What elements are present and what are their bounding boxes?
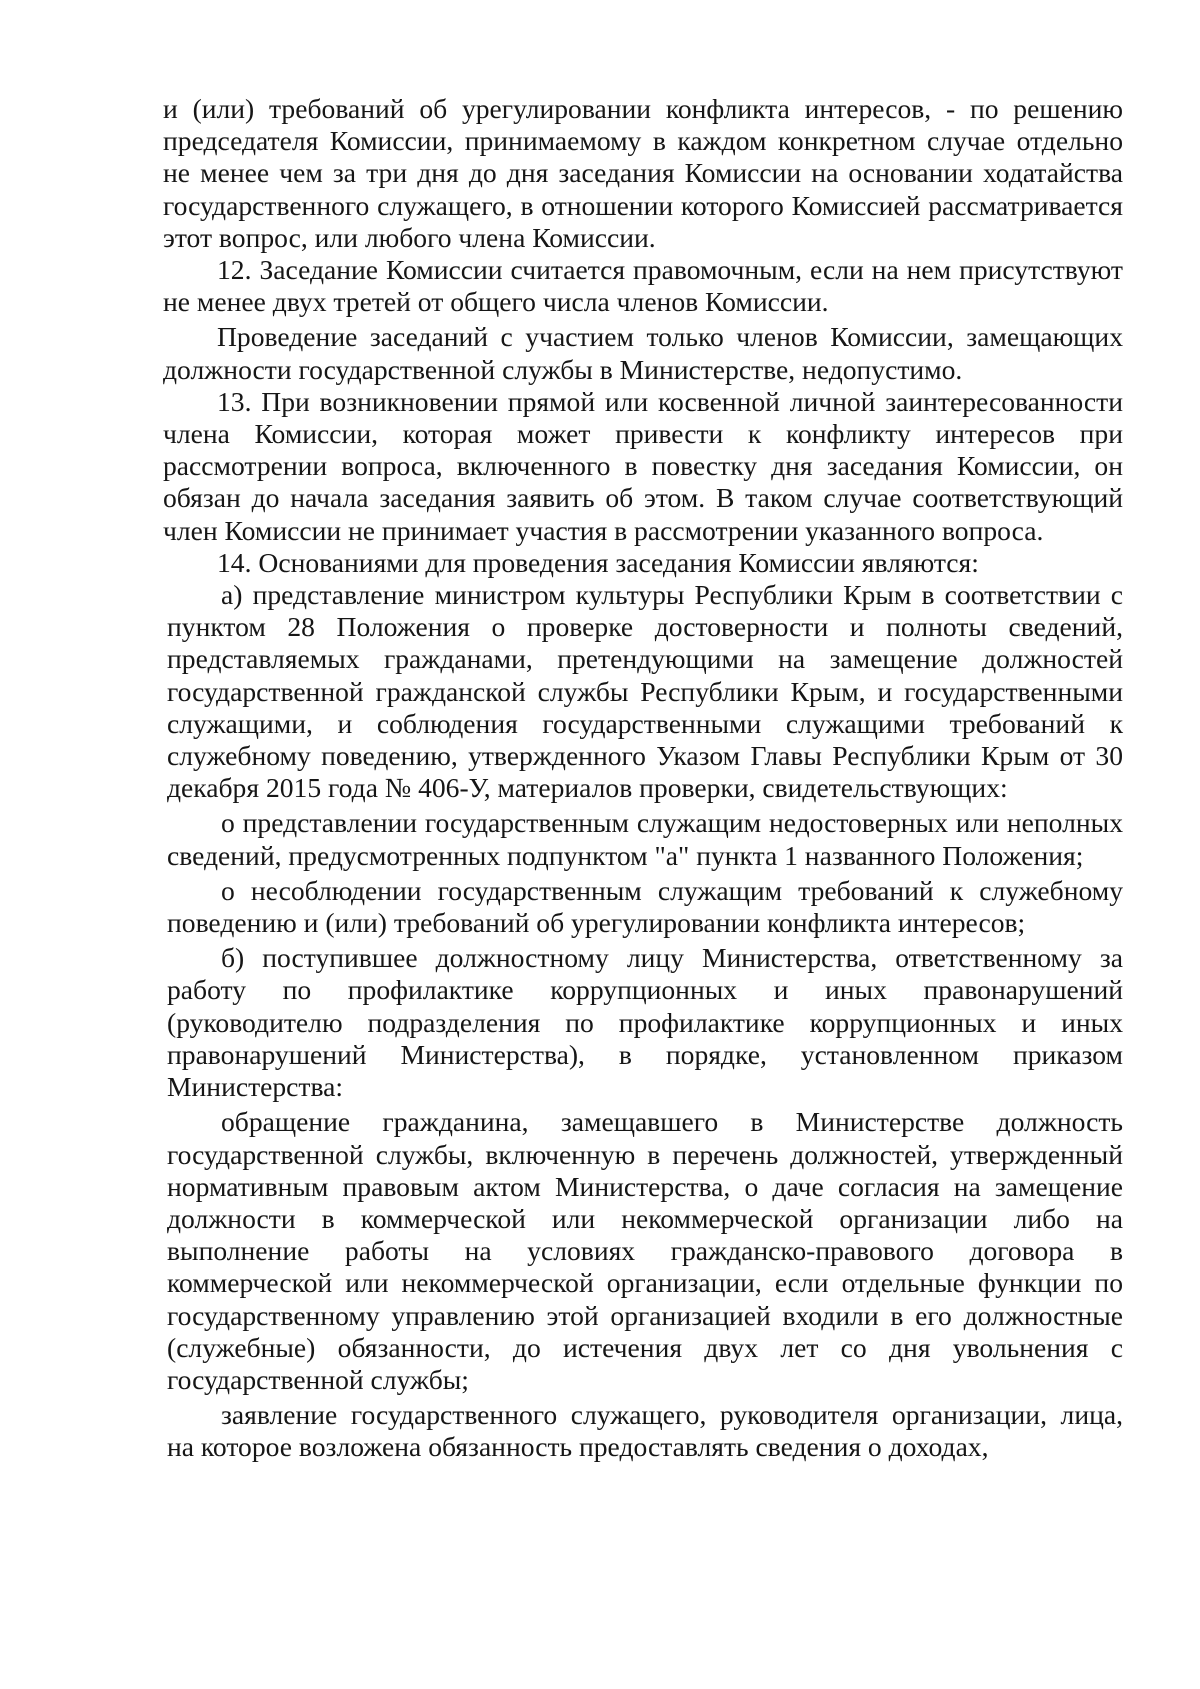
paragraph-subitem-b: б) поступившее должностному лицу Министерства, ответственному за работу по профилактике коррупционных и иных правонарушений (руководителю подразделения по профилактике коррупционных и иных правонарушений Министерства), в порядке, установленном приказом Министерства: [167, 942, 1123, 1103]
paragraph-meeting-restriction: Проведение заседаний с участием только членов Комиссии, замещающих должности государственной службы в Министерстве, недопустимо. [163, 321, 1123, 385]
paragraph-item-13: 13. При возникновении прямой или косвенной личной заинтересованности члена Комиссии, которая может привести к конфликту интересов при рассмотрении вопроса, включенного в повестку дня заседания Комиссии, он обязан до начала заседания заявить об этом. В таком случае соответствующий член Комиссии не принимает участия в рассмотрении указанного вопроса. [163, 385, 1123, 546]
paragraph-non-compliance: о несоблюдении государственным служащим требований к служебному поведению и (или) требований об урегулировании конфликта интересов; [167, 874, 1123, 939]
document-text-body [163, 93, 1123, 1464]
paragraph-unreliable-info: о представлении государственным служащим недостоверных или неполных сведений, предусмотренных подпунктом "а" пункта 1 названного Положения; [167, 807, 1123, 871]
paragraph-item-14: 14. Основаниями для проведения заседания Комиссии являются: [217, 546, 979, 578]
paragraph-citizen-appeal: обращение гражданина, замещавшего в Министерстве должность государственной службы, включенную в перечень должностей, утвержденный нормативным правовым актом Министерства, о даче согласия на замещение должности в коммерческой или некоммерческой организации либо на выполнение работы на условиях гражданско-правового договора в коммерческой или некоммерческой организации, если отдельные функции по государственному управлению этой организацией входили в его должностные (служебные) обязанности, до истечения двух лет со дня увольнения с государственной службы; [167, 1106, 1123, 1395]
paragraph-continuation: и (или) требований об урегулировании конфликта интересов, - по решению председателя Комиссии, принимаемому в каждом конкретном случае отдельно не менее чем за три дня до дня заседания Комиссии на основании ходатайства государственного служащего, в отношении которого Комиссией рассматривается этот вопрос, или любого члена Комиссии. [163, 93, 1123, 253]
paragraph-statement: заявление государственного служащего, руководителя организации, лица, на которое возложена обязанность предоставлять сведения о доходах, [167, 1399, 1123, 1463]
paragraph-subitem-a: а) представление министром культуры Республики Крым в соответствии с пунктом 28 Положения о проверке достоверности и полноты сведений, представляемых гражданами, претендующими на замещение должностей государственной гражданской службы Республики Крым, и государственными служащими, и соблюдения государственными служащими требований к служебному поведению, утвержденного Указом Главы Республики Крым от 30 декабря 2015 года № 406-У, материалов проверки, свидетельствующих: [167, 579, 1123, 804]
paragraph-item-12: 12. Заседание Комиссии считается правомочным, если на нем присутствуют не менее двух третей от общего числа членов Комиссии. [163, 254, 1123, 318]
